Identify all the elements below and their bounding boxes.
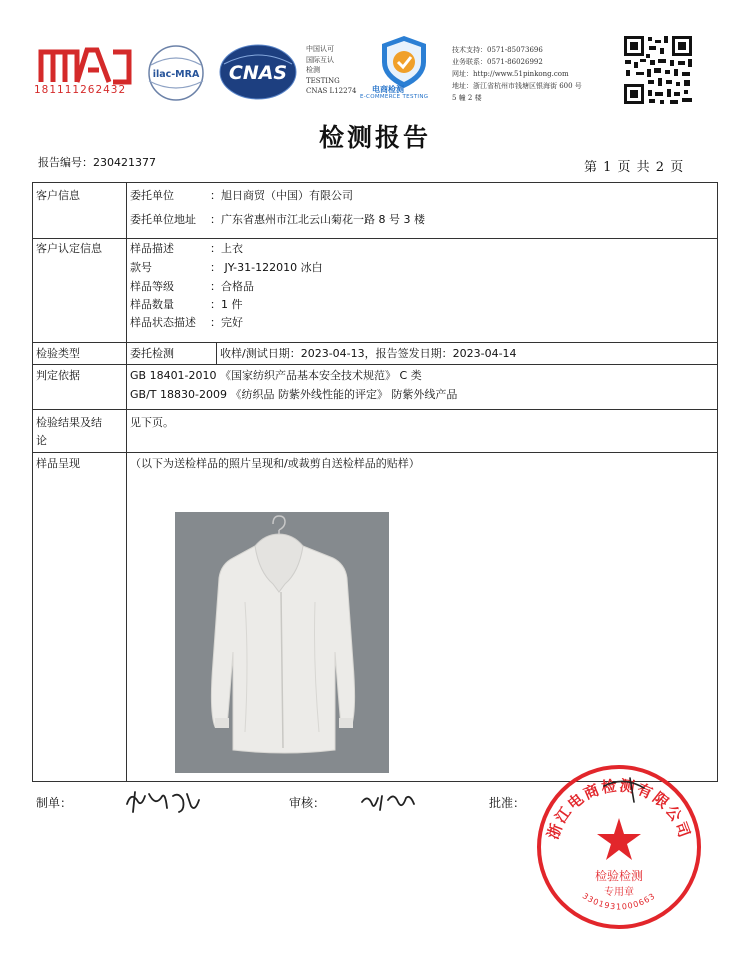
basis-label: 判定依据 <box>36 369 80 382</box>
contact-address: 地址：浙江省杭州市钱塘区银海街 600 号 <box>452 82 582 90</box>
cert-line: 检测 <box>306 66 320 74</box>
cert-line: 中国认可 <box>306 45 334 53</box>
shield-title: 电商检测 <box>372 85 404 94</box>
sample-grade-key: 样品等级 <box>130 280 174 293</box>
cert-line: TESTING <box>306 76 340 85</box>
approve-label: 批准： <box>489 796 526 810</box>
column-divider <box>126 183 127 781</box>
report-number: 报告编号：230421377 <box>38 156 156 169</box>
company-seal-stamp <box>534 762 704 932</box>
sample-desc-value: ：上衣 <box>210 242 243 255</box>
sample-desc-key: 样品描述 <box>130 242 174 255</box>
client-info-label: 客户信息 <box>36 189 80 202</box>
client-name-value: ：旭日商贸（中国）有限公司 <box>210 189 353 202</box>
cnas-logo <box>216 42 300 102</box>
test-type-value: 委托检测 <box>130 347 174 360</box>
conclusion-value: 见下页。 <box>130 416 174 429</box>
made-by-signature <box>123 786 203 816</box>
contact-phone-business: 业务联系：0571-86026992 <box>452 58 543 66</box>
test-type-label: 检验类型 <box>36 347 80 360</box>
sample-status-value: ：完好 <box>210 316 243 329</box>
sample-status-key: 样品状态描述 <box>130 316 196 329</box>
review-label: 审核： <box>289 796 326 810</box>
conclusion-label: 检验结果及结 <box>36 416 102 429</box>
contact-address-2: 5 幢 2 楼 <box>452 94 482 102</box>
row-divider <box>33 409 717 410</box>
cma-number: 181111262432 <box>34 84 127 96</box>
sample-qty-value: ：1 件 <box>210 298 243 311</box>
row-divider <box>33 452 717 453</box>
sample-label: 样品呈现 <box>36 457 80 470</box>
contact-website: 网址：http://www.51pinkong.com <box>452 70 569 78</box>
row-divider <box>33 364 717 365</box>
sample-photo <box>175 512 389 773</box>
svg-text:CNAS: CNAS <box>228 62 288 84</box>
made-by-label: 制单： <box>36 796 73 810</box>
row-divider <box>33 238 717 239</box>
basis-line: GB/T 18830-2009 《纺织品 防紫外线性能的评定》 防紫外线产品 <box>130 388 458 401</box>
svg-text:检验检测: 检验检测 <box>594 869 644 883</box>
svg-text:3301931000663: 3301931000663 <box>580 891 658 912</box>
test-dates: 收样/测试日期：2023-04-13，报告签发日期：2023-04-14 <box>220 347 517 360</box>
client-name-key: 委托单位 <box>130 189 174 202</box>
svg-text:专用章: 专用章 <box>604 887 634 898</box>
page-number: 第 1 页 共 2 页 <box>584 160 685 175</box>
column-divider <box>216 342 217 364</box>
page-title: 检测报告 <box>318 123 431 152</box>
client-address-value: ：广东省惠州市江北云山菊花一路 8 号 3 楼 <box>210 213 425 226</box>
style-no-value: ： JY-31-122010 冰白 <box>210 261 323 274</box>
review-signature <box>358 788 418 814</box>
contact-block <box>452 44 582 104</box>
sample-grade-value: ：合格品 <box>210 280 254 293</box>
shield-subtitle: E-COMMERCE TESTING <box>360 94 429 100</box>
sample-qty-key: 样品数量 <box>130 298 174 311</box>
cert-line: CNAS L12274 <box>306 87 357 95</box>
row-divider <box>33 342 717 343</box>
ilac-mra-logo <box>145 43 207 103</box>
basis-line: GB 18401-2010 《国家纺织产品基本安全技术规范》 C 类 <box>130 369 422 382</box>
contact-phone-support: 技术支持：0571-85073696 <box>452 46 543 54</box>
style-no-key: 款号 <box>130 261 152 274</box>
svg-text:浙江电商检测有限公司: 浙江电商检测有限公司 <box>543 776 695 842</box>
qr-code-icon <box>622 34 694 106</box>
client-address-key: 委托单位地址 <box>130 213 196 226</box>
cert-line: 国际互认 <box>306 55 334 64</box>
client-confirm-label: 客户认定信息 <box>36 242 102 255</box>
svg-text:ilac-MRA: ilac-MRA <box>152 69 200 80</box>
sample-caption: （以下为送检样品的照片呈现和/或裁剪自送检样品的贴样） <box>130 457 420 470</box>
cnas-cert-block <box>306 44 356 97</box>
conclusion-label-cont: 论 <box>36 434 47 447</box>
